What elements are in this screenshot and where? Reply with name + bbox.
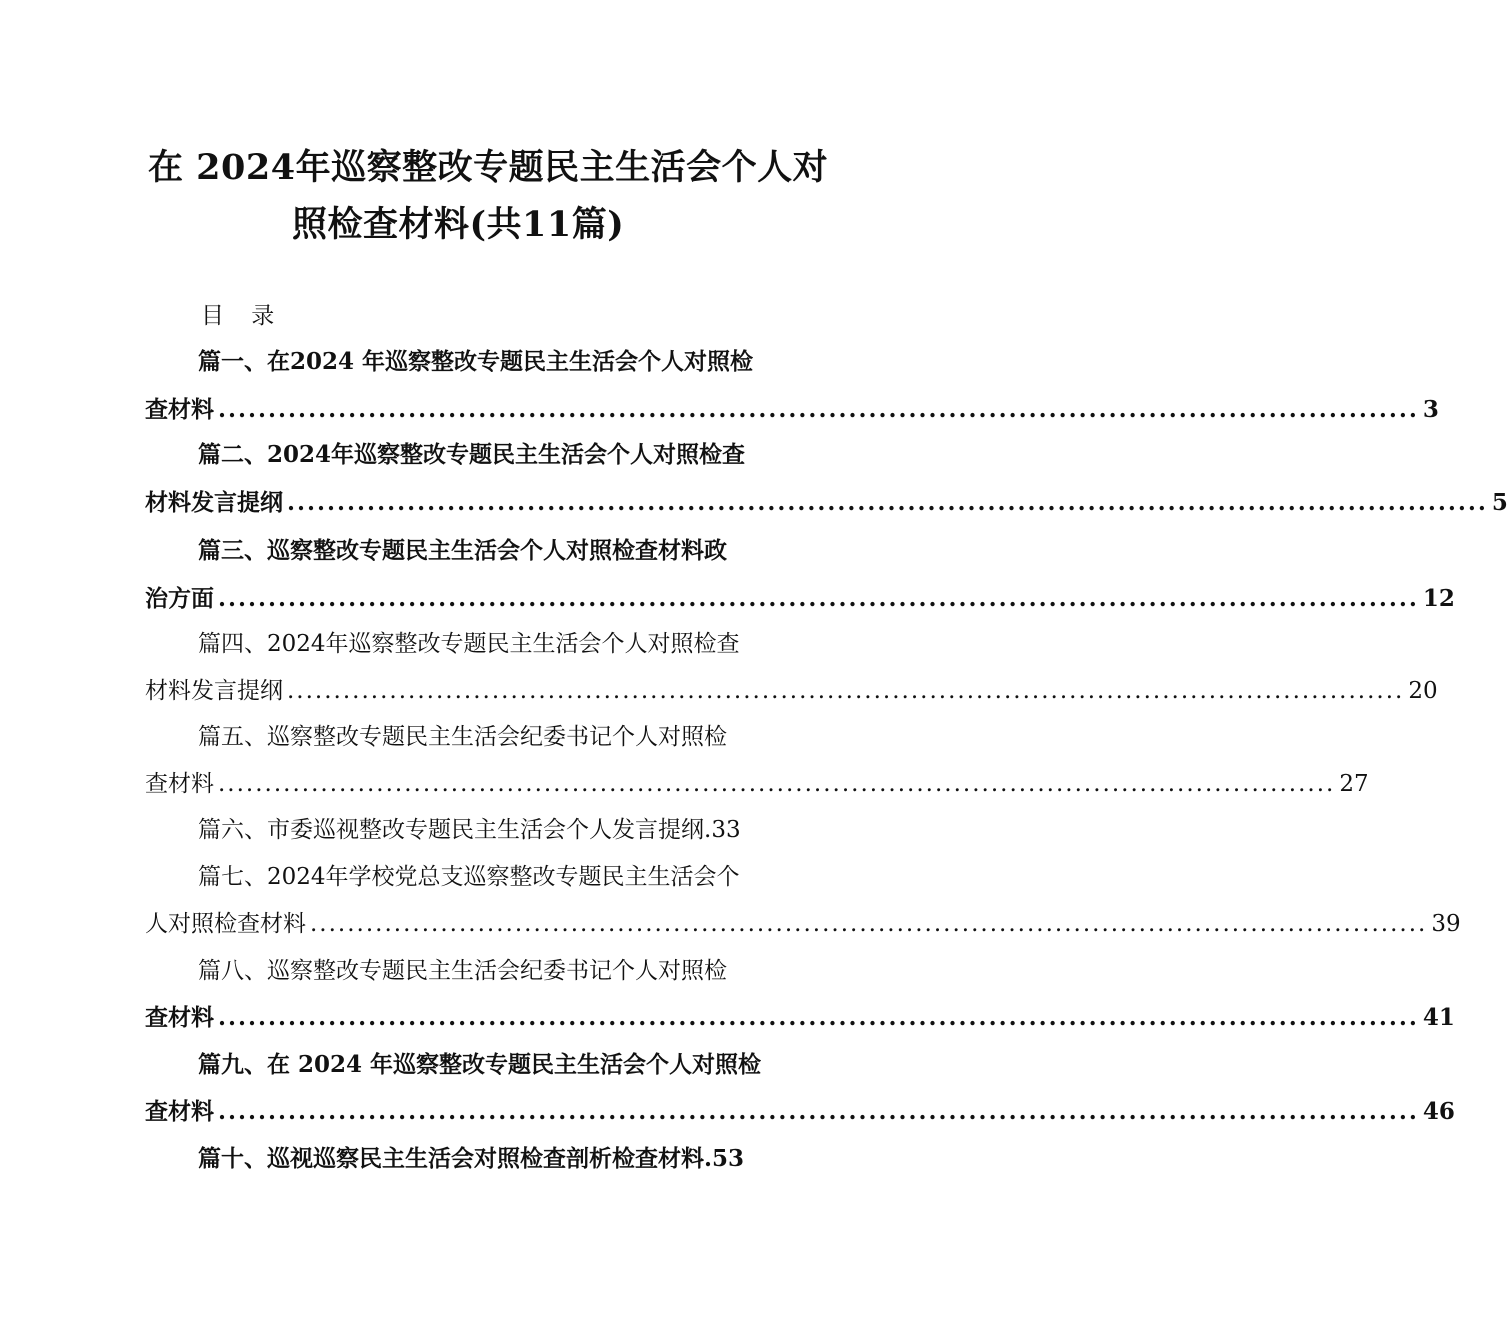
toc-entry-8-line-1[interactable]: 篇八、巡察整改专题民主生活会纪委书记个人对照检 — [198, 958, 727, 984]
toc-entry-2-line-2[interactable] — [145, 486, 1508, 520]
toc-entry-5-text: 查材料 — [145, 771, 214, 797]
toc-entry-9-line-2[interactable] — [145, 1095, 1455, 1129]
toc-entry-1-text: 查材料 — [145, 396, 214, 423]
toc-entry-1-line-2[interactable] — [145, 393, 1439, 427]
toc-entry-5-line-2[interactable] — [145, 767, 1369, 801]
toc-entry-2-line-1[interactable]: 篇二、2024年巡察整改专题民主生活会个人对照检查 — [198, 441, 746, 468]
toc-entry-9-line-1[interactable]: 篇九、在 2024 年巡察整改专题民主生活会个人对照检 — [198, 1051, 762, 1078]
toc-leader-dots: ........................................................................................................................ — [218, 771, 1336, 797]
toc-leader-dots: ........................................................................................................................ — [287, 489, 1488, 516]
toc-entry-7-page: 39 — [1431, 911, 1461, 937]
toc-entry-6-page: 33 — [711, 817, 741, 843]
toc-heading: 目 录 — [201, 303, 285, 329]
toc-entry-9-text: 查材料 — [145, 1098, 214, 1125]
toc-leader-dots: ........................................................................................................................ — [218, 396, 1419, 423]
toc-entry-5-line-1[interactable]: 篇五、巡察整改专题民主生活会纪委书记个人对照检 — [198, 724, 727, 750]
toc-entry-7-line-2[interactable] — [145, 907, 1461, 941]
toc-entry-10-page: 53 — [712, 1145, 745, 1172]
toc-entry-6-text: 篇六、市委巡视整改专题民主生活会个人发言提纲 — [198, 817, 704, 843]
toc-leader-dots: ........................................................................................................................ — [218, 585, 1419, 612]
toc-entry-4-page: 20 — [1408, 678, 1438, 704]
toc-entry-10-text: 篇十、巡视巡察民主生活会对照检查剖析检查材料 — [198, 1145, 704, 1172]
toc-entry-4-line-2[interactable] — [145, 674, 1438, 708]
toc-entry-3-line-2[interactable] — [145, 582, 1455, 616]
toc-entry-10[interactable] — [198, 1142, 808, 1176]
toc-entry-4-text: 材料发言提纲 — [145, 678, 283, 704]
toc-leader-dots: ........................................................................................................................ — [218, 1004, 1419, 1031]
toc-entry-8-page: 41 — [1422, 1004, 1455, 1031]
toc-leader-dots: ........................................................................................................................ — [218, 1098, 1419, 1125]
toc-leader-dot: . — [704, 1145, 713, 1172]
toc-entry-3-page: 12 — [1422, 585, 1455, 612]
toc-entry-1-line-1[interactable]: 篇一、在2024 年巡察整改专题民主生活会个人对照检 — [198, 348, 754, 375]
toc-leader-dots: ........................................................................................................................ — [310, 911, 1428, 937]
toc-entry-6[interactable] — [198, 813, 808, 847]
toc-entry-7-text: 人对照检查材料 — [145, 911, 306, 937]
toc-entry-5-page: 27 — [1339, 771, 1369, 797]
document-title-line-1: 在 2024年巡察整改专题民主生活会个人对 — [148, 147, 829, 188]
toc-entry-2-text: 材料发言提纲 — [145, 489, 283, 516]
toc-entry-2-page: 5 — [1491, 489, 1508, 516]
toc-entry-3-text: 治方面 — [145, 585, 214, 612]
toc-leader-dot: . — [704, 817, 712, 843]
toc-entry-8-line-2[interactable] — [145, 1001, 1455, 1035]
toc-leader-dots: ........................................................................................................................ — [287, 678, 1405, 704]
toc-entry-8-text: 查材料 — [145, 1004, 214, 1031]
toc-entry-4-line-1[interactable]: 篇四、2024年巡察整改专题民主生活会个人对照检查 — [198, 631, 740, 657]
toc-entry-9-page: 46 — [1422, 1098, 1455, 1125]
toc-entry-1-page: 3 — [1422, 396, 1439, 423]
toc-entry-3-line-1[interactable]: 篇三、巡察整改专题民主生活会个人对照检查材料政 — [198, 537, 727, 564]
toc-entry-7-line-1[interactable]: 篇七、2024年学校党总支巡察整改专题民主生活会个 — [198, 864, 740, 890]
document-title-line-2: 照检查材料(共11篇) — [292, 204, 625, 245]
